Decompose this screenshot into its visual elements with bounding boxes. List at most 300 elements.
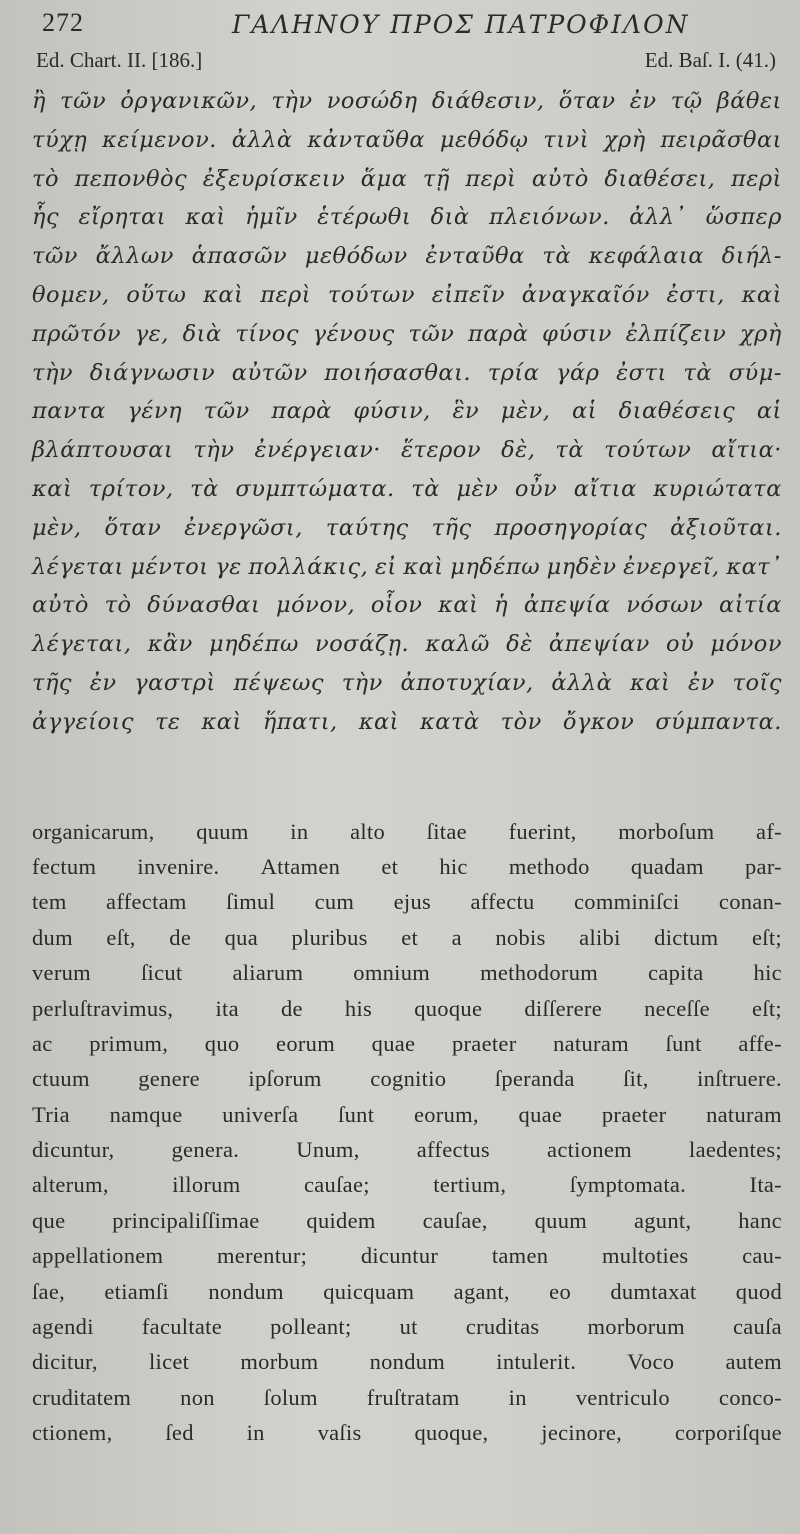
word: αὐτῶν (231, 359, 308, 386)
word: univerſa (222, 1101, 299, 1127)
word: jecinore, (541, 1420, 623, 1446)
word: que (32, 1207, 66, 1233)
word: ſymptomata. (569, 1172, 687, 1198)
word: fectum (32, 853, 97, 879)
greek-line (32, 82, 782, 121)
word: μὲν, (32, 514, 82, 541)
word: γε (215, 553, 242, 580)
word: ut (399, 1314, 418, 1340)
word: cruditas (465, 1314, 540, 1340)
word: ἀπεψίαν (548, 631, 650, 658)
word: βάθει (716, 88, 782, 114)
word: ἁπασῶν (191, 243, 288, 270)
word: ἐστι, (666, 281, 725, 308)
word: primum, (89, 1030, 169, 1056)
word: agendi (32, 1314, 94, 1340)
greek-line (32, 315, 782, 354)
word: diſſerere (524, 995, 603, 1021)
word: ſicut (140, 960, 183, 986)
word: διὰ (430, 204, 470, 231)
latin-line (32, 991, 782, 1026)
word: τῆς (32, 669, 73, 696)
word: τὰ (542, 243, 572, 270)
word: τὴν (271, 88, 313, 114)
greek-line (32, 237, 782, 276)
word: τῇ (422, 165, 450, 192)
word: τῶν (203, 398, 250, 425)
word: αἰτία (719, 592, 782, 619)
word: οὖν (514, 475, 558, 502)
greek-line (32, 586, 782, 625)
word: eſt; (752, 995, 782, 1021)
word: inſtruere. (697, 1066, 782, 1092)
word: ἢ (32, 88, 46, 114)
word: alterum, (32, 1172, 109, 1198)
word: par- (745, 853, 782, 879)
word: Unum, (296, 1137, 360, 1163)
latin-line (32, 955, 782, 990)
word: praeter (451, 1030, 517, 1056)
latin-line (32, 1309, 782, 1344)
word: βλάπτουσαι (32, 437, 174, 464)
word: αἴτια (573, 475, 637, 502)
word: τοῖς (732, 669, 782, 696)
greek-line (32, 160, 782, 199)
word: cauſae, (422, 1207, 488, 1233)
latin-line (32, 1274, 782, 1309)
word: ἧς (32, 204, 60, 231)
word: merentur; (217, 1243, 308, 1269)
edition-references (32, 44, 782, 78)
word: verum (32, 960, 91, 986)
word: eorum, (413, 1101, 479, 1127)
word: διὰ (182, 320, 222, 347)
word: ἀλλὰ (551, 669, 613, 696)
word: laedentes; (689, 1137, 782, 1163)
word: πρῶτόν (32, 320, 122, 347)
word: non (180, 1384, 215, 1410)
word: ac (32, 1030, 53, 1056)
page-number: 272 (42, 8, 84, 37)
word: pluribus (291, 924, 368, 950)
word: παντα (32, 398, 106, 425)
word: comminiſci (574, 889, 680, 915)
word: προσηγορίας (494, 514, 648, 541)
word: τὴν (341, 669, 383, 696)
word: affectam (106, 889, 187, 915)
word: dicitur, (32, 1349, 98, 1375)
latin-line (32, 1061, 782, 1096)
word: cauſa (732, 1314, 782, 1340)
word: ὄγκον (562, 708, 635, 735)
word: quoque (414, 995, 483, 1021)
word: καὶ (438, 592, 479, 619)
greek-line (32, 664, 782, 703)
word: ἥπατι, (262, 708, 338, 735)
word: alto (350, 818, 386, 844)
word: conco- (718, 1384, 782, 1410)
word: τὸ (32, 165, 59, 192)
word: ἐν (688, 669, 715, 696)
word: ἀποτυχίαν, (400, 669, 534, 696)
word: ſitae (426, 818, 467, 844)
word: etiamſi (104, 1278, 169, 1304)
word: χρὴ (603, 126, 646, 153)
word: οὕτω (126, 281, 187, 308)
word: multoties (601, 1243, 689, 1269)
word: quicquam (323, 1278, 415, 1304)
word: νόσων (626, 592, 704, 619)
word: καὶ (201, 708, 242, 735)
word: cognitio (370, 1066, 447, 1092)
word: αὐτὸ (531, 165, 589, 192)
word: ἄλλων (95, 243, 174, 270)
word: eorum (276, 1030, 336, 1056)
word: corporiſque (674, 1420, 782, 1446)
word: γαστρὶ (134, 669, 216, 696)
word: hanc (738, 1207, 782, 1233)
word: methodo (508, 853, 590, 879)
word: γένους (312, 320, 395, 347)
word: eo (549, 1278, 571, 1304)
word: Tria (32, 1101, 70, 1127)
word: διαθέσει, (604, 165, 716, 192)
word: τῶν (408, 320, 455, 347)
word: κἂν (147, 631, 193, 658)
word: invenire. (137, 853, 220, 879)
word: ejus (393, 889, 432, 915)
word: τῶν (32, 243, 78, 270)
word: τινὶ (543, 126, 590, 153)
word: af- (756, 818, 782, 844)
word: ἐν (89, 669, 117, 696)
word: hic (439, 853, 468, 879)
word: ἡμῖν (245, 204, 298, 231)
word: τρία (487, 359, 540, 386)
word: ſae, (32, 1278, 66, 1304)
word: principaliſſimae (112, 1207, 260, 1233)
word: νοσώδη (326, 88, 418, 114)
word: morbum (240, 1349, 319, 1375)
greek-line (32, 392, 782, 431)
word: cum (314, 889, 355, 915)
word: affectu (470, 889, 535, 915)
latin-line (32, 1344, 782, 1379)
word: aliarum (232, 960, 304, 986)
word: μηδέπω (450, 553, 541, 580)
word: tamen (491, 1243, 549, 1269)
word: τύχῃ (32, 126, 88, 153)
word: illorum (172, 1172, 241, 1198)
word: ſunt (665, 1030, 702, 1056)
word: capita (648, 960, 704, 986)
word: τὸν (500, 708, 542, 735)
word: quod (735, 1278, 782, 1304)
word: naturam (553, 1030, 629, 1056)
word: ἐνεργῶσι, (184, 514, 303, 541)
latin-line (32, 814, 782, 849)
word: ὅταν (558, 88, 616, 114)
word: ipſorum (248, 1066, 322, 1092)
word: τούτων (604, 437, 692, 464)
word: διαθέσεις (618, 398, 736, 425)
word: ἀξιοῦται. (670, 514, 782, 541)
word: τρίτον, (88, 475, 174, 502)
word: περὶ (260, 281, 312, 308)
word: αὐτὸ (32, 592, 89, 619)
page-header (32, 0, 782, 44)
word: γένη (127, 398, 183, 425)
word: ἑτέρωθι (317, 204, 412, 231)
word: τῷ (670, 88, 703, 114)
word: δύνασθαι (147, 592, 261, 619)
word: μεθόδῳ (439, 126, 529, 153)
word: ἐνταῦθα (425, 243, 525, 270)
greek-line (32, 703, 782, 742)
word: praeter (601, 1101, 667, 1127)
word: μόνον (710, 631, 782, 658)
word: ſimul (226, 889, 276, 915)
latin-line (32, 849, 782, 884)
word: cauſae; (303, 1172, 370, 1198)
edition-basel: Ed. Baſ. I. (41.) (644, 48, 776, 72)
word: τὰ (683, 359, 713, 386)
word: in (246, 1420, 265, 1446)
word: Voco (627, 1349, 675, 1375)
word: fruſtratam (366, 1384, 460, 1410)
word: αἴτια· (711, 437, 782, 464)
word: καὶ (358, 708, 400, 735)
word: cau- (742, 1243, 782, 1269)
word: ita (215, 995, 239, 1021)
latin-line (32, 1132, 782, 1167)
latin-translation (32, 814, 782, 1451)
word: namque (109, 1101, 183, 1127)
word: τὰ (555, 437, 585, 464)
word: tem (32, 889, 67, 915)
word: δὲ, (501, 437, 536, 464)
word: μηδὲν (546, 553, 617, 580)
word: de (169, 924, 192, 950)
greek-line (32, 548, 782, 587)
latin-line (32, 1026, 782, 1061)
word: appellationem (32, 1243, 164, 1269)
word: morboſum (618, 818, 715, 844)
word: ἀπεψία (523, 592, 611, 619)
word: τὴν (193, 437, 235, 464)
word: τὸ (104, 592, 132, 619)
word: vaſis (317, 1420, 362, 1446)
word: λέγεται (32, 553, 124, 580)
word: μὲν (456, 475, 499, 502)
word: ſunt (338, 1101, 375, 1127)
word: κυριώτατα (653, 475, 782, 502)
word: quoque, (414, 1420, 489, 1446)
word: καὶ (403, 553, 444, 580)
word: ἐστι (616, 359, 667, 386)
word: in (290, 818, 309, 844)
word: ctuum (32, 1066, 90, 1092)
word: Ita- (749, 1172, 782, 1198)
word: ἀναγκαῖόν (521, 281, 650, 308)
word: quae (371, 1030, 416, 1056)
word: dictum (654, 924, 719, 950)
word: πειρᾶσθαι (660, 126, 782, 153)
word: Attamen (260, 853, 341, 879)
word: σύμ- (728, 359, 782, 386)
word: quae (518, 1101, 563, 1127)
word: ταύτης (325, 514, 409, 541)
word: ventriculo (575, 1384, 670, 1410)
word: eſt; (751, 924, 782, 950)
word: morborum (587, 1314, 685, 1340)
word: his (344, 995, 373, 1021)
word: polleant; (270, 1314, 352, 1340)
word: ὀργανικῶν, (120, 88, 258, 114)
word: dum (32, 924, 73, 950)
word: tertium, (433, 1172, 507, 1198)
latin-line (32, 1415, 782, 1450)
word: φύσιν, (353, 398, 431, 425)
word: διάθεσιν, (431, 88, 545, 114)
word: in (508, 1384, 527, 1410)
word: quo (204, 1030, 240, 1056)
word: facultate (141, 1314, 223, 1340)
word: τὰ (190, 475, 219, 502)
word: ποιήσασθαι. (324, 359, 472, 386)
word: licet (149, 1349, 190, 1375)
word: σύμπαντα. (655, 708, 782, 735)
word: κεφάλαια (588, 243, 705, 270)
word: ἐνέργειαν· (254, 437, 381, 464)
word: nobis (495, 924, 546, 950)
word: ἕτερον (400, 437, 482, 464)
word: quadam (630, 853, 704, 879)
word: nondum (369, 1349, 446, 1375)
word: quum (534, 1207, 588, 1233)
word: καὶ (185, 204, 226, 231)
latin-line (32, 1203, 782, 1238)
word: eſt, (106, 924, 136, 950)
word: ἐνεργεῖ, (623, 553, 720, 580)
word: καλῶ (425, 631, 490, 658)
greek-text (32, 82, 782, 742)
word: γε, (134, 320, 169, 347)
word: μόνον, (275, 592, 356, 619)
word: πέψεως (233, 669, 324, 696)
word: affe- (738, 1030, 782, 1056)
word: παρὰ (271, 398, 332, 425)
word: τῶν (60, 88, 107, 114)
word: agunt, (633, 1207, 692, 1233)
word: τὰ (411, 475, 440, 502)
section-gap (32, 742, 782, 814)
word: ὅταν (104, 514, 162, 541)
latin-line (32, 1167, 782, 1202)
word: ὥσπερ (705, 204, 782, 231)
word: ἀλλ᾽ (629, 204, 687, 231)
word: κατ᾽ (726, 553, 782, 580)
word: ctionem, (32, 1420, 113, 1446)
word: κατὰ (420, 708, 480, 735)
word: εἴρηται (78, 204, 167, 231)
greek-line (32, 625, 782, 664)
word: πεπονθὸς (74, 165, 188, 192)
word: a (451, 924, 462, 950)
word: τίνος (235, 320, 299, 347)
word: γάρ (556, 359, 600, 386)
greek-line (32, 470, 782, 509)
word: καὶ (630, 669, 671, 696)
word: μέντοι (130, 553, 209, 580)
word: organicarum, (32, 818, 155, 844)
edition-chartier: Ed. Chart. II. [186.] (36, 48, 203, 72)
word: τὴν (32, 359, 74, 386)
word: κἀνταῦθα (307, 126, 426, 153)
latin-line (32, 920, 782, 955)
word: φύσιν (542, 320, 612, 347)
word: κείμενον. (102, 126, 217, 153)
word: αἱ (756, 398, 782, 425)
word: καὶ (32, 475, 73, 502)
word: hic (753, 960, 782, 986)
word: quidem (306, 1207, 376, 1233)
word: genera. (171, 1137, 240, 1163)
word: εἰπεῖν (431, 281, 506, 308)
word: ἓν (452, 398, 480, 425)
word: conan- (718, 889, 782, 915)
word: τε (154, 708, 181, 735)
word: καὶ (741, 281, 782, 308)
word: ἐν (629, 88, 657, 114)
greek-line (32, 431, 782, 470)
word: ſperanda (494, 1066, 575, 1092)
word: autem (725, 1349, 782, 1375)
word: καὶ (203, 281, 244, 308)
word: dumtaxat (610, 1278, 697, 1304)
word: διήλ- (721, 243, 782, 270)
word: μὲν, (500, 398, 551, 425)
word: naturam (706, 1101, 782, 1127)
word: affectus (416, 1137, 490, 1163)
word: οὐ (666, 631, 695, 658)
word: qua (224, 924, 259, 950)
word: cruditatem (32, 1384, 132, 1410)
word: methodorum (480, 960, 599, 986)
word: εἰ (374, 553, 397, 580)
word: de (280, 995, 303, 1021)
word: παρὰ (468, 320, 529, 347)
word: διάγνωσιν (89, 359, 216, 386)
word: alibi (579, 924, 621, 950)
word: λέγεται, (32, 631, 132, 658)
word: nondum (208, 1278, 284, 1304)
word: συμπτώματα. (235, 475, 395, 502)
word: οἷον (370, 592, 423, 619)
latin-line (32, 1380, 782, 1415)
word: intulerit. (496, 1349, 577, 1375)
word: ἀγγείοις (32, 708, 134, 735)
word: θομεν, (32, 281, 110, 308)
word: neceſſe (644, 995, 710, 1021)
word: ſolum (263, 1384, 318, 1410)
word: τούτων (327, 281, 416, 308)
word: fuerint, (508, 818, 577, 844)
word: agant, (453, 1278, 510, 1304)
greek-line (32, 354, 782, 393)
latin-line (32, 1238, 782, 1273)
word: αἱ (572, 398, 598, 425)
